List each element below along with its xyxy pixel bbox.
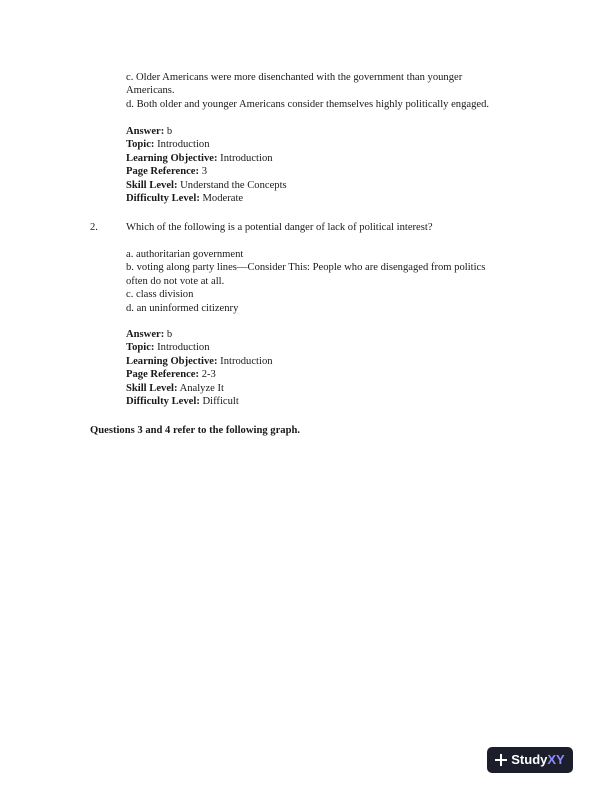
q2-option-b-line1: b. voting along party lines—Consider This: People who are disengaged from politics	[126, 262, 486, 274]
q1-difficulty-level: Difficulty Level: Moderate	[126, 193, 244, 205]
q1-topic: Topic: Introduction	[126, 139, 210, 151]
q2-learning-objective: Learning Objective: Introduction	[126, 355, 273, 367]
q1-option-c-line2: Americans.	[126, 85, 175, 97]
q2-metadata	[126, 328, 526, 408]
q2-question-text: Which of the following is a potential danger of lack of political interest?	[126, 222, 433, 233]
brand-name: StudyXY	[511, 752, 565, 768]
q1-skill-level: Skill Level: Understand the Concepts	[126, 179, 287, 191]
q2-question	[126, 221, 526, 234]
q2-difficulty-level: Difficulty Level: Difficult	[126, 396, 239, 408]
q2-topic: Topic: Introduction	[126, 342, 210, 354]
q1-option-d: d. Both older and younger Americans consider themselves highly politically engaged.	[126, 98, 490, 110]
q1-learning-objective: Learning Objective: Introduction	[126, 152, 273, 164]
plus-icon	[495, 754, 507, 766]
q2-number: 2.	[90, 222, 98, 233]
q2-answer: Answer: b	[126, 329, 173, 340]
q2-page-reference: Page Reference: 2-3	[126, 369, 216, 381]
q1-answer: Answer: b	[126, 126, 173, 137]
section-heading: Questions 3 and 4 refer to the following graph.	[90, 425, 301, 436]
q2-option-b-line2: often do not vote at all.	[126, 275, 225, 287]
q2-option-a: a. authoritarian government	[126, 249, 244, 260]
q2-option-c: c. class division	[126, 289, 194, 301]
q1-page-reference: Page Reference: 3	[126, 166, 207, 178]
q2-skill-level: Skill Level: Analyze It	[126, 382, 224, 394]
q2-option-d: d. an uninformed citizenry	[126, 302, 239, 314]
studyxy-badge[interactable]	[487, 747, 573, 773]
q1-option-c-line1: c. Older Americans were more disenchanted with the government than younger	[126, 72, 463, 83]
q1-options	[126, 71, 526, 111]
q1-metadata	[126, 125, 526, 205]
q2-options	[126, 248, 526, 315]
